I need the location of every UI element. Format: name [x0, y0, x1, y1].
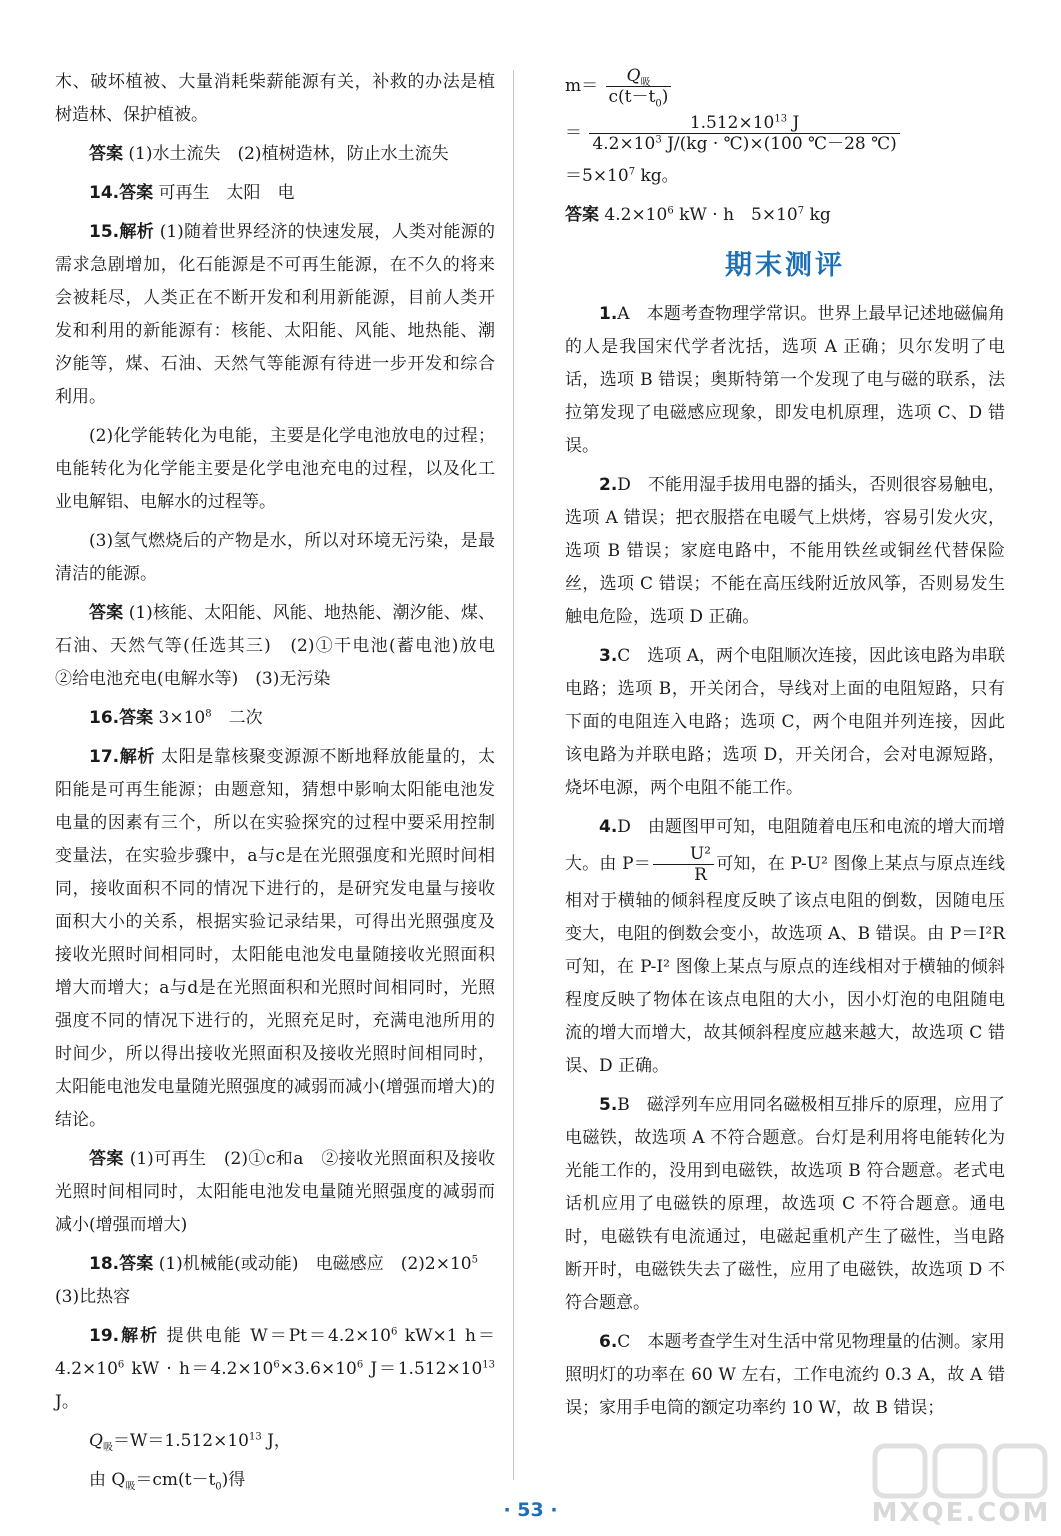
answer-text: 4.2×10 [604, 205, 668, 225]
answer-text: C 本题考查学生对生活中常见物理量的估测。家用照明灯的功率在 60 W 左右，工作电流约 0.3 A，故 A 错误；家用手电筒的额定功率约 10 W，故 B 错误； [565, 1332, 1005, 1418]
answer-17 [55, 1143, 495, 1242]
fraction-denominator: R [694, 865, 707, 885]
analysis-label: 解析 [119, 222, 154, 242]
fraction-numerator [589, 113, 899, 134]
fraction-numerator [606, 66, 672, 87]
subscript: 0 [655, 98, 662, 110]
question-16 [55, 702, 495, 735]
formula-text: kg。 [635, 166, 679, 186]
question-number: 19. [89, 1326, 120, 1346]
answer-text: 可再生 太阳 电 [158, 183, 295, 203]
question-number: 17. [89, 747, 120, 767]
answer-text: 可知，在 P-U² 图像上某点与原点连线相对于横轴的倾斜程度反映了该点电阻的倒数，因随电压变大，电阻的倒数会变小，故选项 A、B 错误。由 P＝I²R 可知，在 P-I² 图像上某点与原点的连线相对于横轴的倾斜程度反映了物体在该点电阻的大小，因小灯泡的电阻随电流的增大而增大，故其倾斜程度应越来越大，故选项 C 错误、D 正确。 [565, 854, 1006, 1076]
exponent: 5 [471, 1254, 478, 1266]
formula-text: J， [261, 1431, 291, 1451]
answer-text: (1)核能、太阳能、风能、地热能、潮汐能、煤、石油、天然气等(任选其三) (2)①干电池(蓄电池)放电 ②给电池充电(电解水等) (3)无污染 [55, 603, 512, 689]
exponent: 8 [205, 708, 212, 720]
formula-text: ＝5×10 [565, 166, 629, 186]
answer-19 [565, 199, 1005, 232]
formula-text: 4.2×10 [592, 134, 656, 154]
page-number: · 53 · [503, 1499, 558, 1521]
question-number: 2. [599, 475, 618, 495]
formula-text: ＝W＝1.512×10 [112, 1431, 249, 1451]
analysis-text: (1)随着世界经济的快速发展，人类对能源的需求急剧增加，化石能源是不可再生能源，在不久的将来会被耗尽，人类正在不断开发和利用新能源，目前人类开发和利用的新能源有：核能、太阳能、风能、地热能、潮汐能等，煤、石油、天然气等能源有待进一步开发和综合利用。 [55, 222, 495, 407]
answer-text: (1)可再生 (2)①c和a ②接收光照面积及接收光照时间相同时，太阳能电池发电量随光照强度的减弱而减小(增强而增大) [55, 1149, 496, 1235]
formula-result [565, 160, 1005, 193]
exponent: 7 [628, 166, 636, 178]
formula-text: ＝ [565, 123, 582, 143]
analysis-text: 太阳是靠核聚变源源不断地释放能量的，太阳能是可再生能源；由题意知，猜想中影响太阳能电池发电量的因素有三个，所以在实验探究的过程中要采用控制变量法，在实验步骤中，a与c是在光照强度和光照时间相同，接收面积不同的情况下进行的，是研究发电量与接收面积大小的关系，根据实验记录结果，可得出光照强度及接收光照时间相同时，太阳能电池发电量随接收光照面积增大而增大；a与d是在光照面积和光照时间相同时，光照强度不同的情况下进行的，光照充足时，充满电池所用的时间少，所以得出接收光照面积及接收光照时间相同时，太阳能电池发电量随光照强度的减弱而减小(增强而增大)的结论。 [55, 747, 496, 1130]
formula-text: ×3.6×10 [279, 1359, 357, 1379]
fraction [606, 66, 672, 110]
answer-text: 3×10 [158, 708, 206, 728]
analysis-label: 解析 [119, 747, 155, 767]
formula-text: c(t－t [608, 87, 656, 107]
answer-label: 答案 [119, 708, 154, 728]
right-column [565, 66, 1005, 1431]
question-number: 1. [599, 304, 618, 324]
answer-text: kW · h 5×10 [673, 205, 798, 225]
formula-text: kW · h＝4.2×10 [124, 1359, 274, 1379]
question-15-analysis-3: (3)氢气燃烧后的产物是水，所以对环境无污染，是最清洁的能源。 [55, 531, 495, 584]
formula-text: J。 [55, 1392, 79, 1412]
subscript: 吸 [102, 1442, 113, 1454]
exponent: 13 [774, 113, 788, 125]
question-2 [565, 469, 1005, 634]
formula-symbol: Q [626, 66, 641, 86]
question-number: 16. [89, 708, 120, 728]
exponent: 6 [356, 1359, 364, 1371]
answer-text: B 磁浮列车应用同名磁极相互排斥的原理，应用了电磁铁，故选项 A 不符合题意。台灯是利用将电能转化为光能工作的，没用到电磁铁，故选项 B 符合题意。老式电话机应用了电磁铁的原理，故选项 C 不符合题意。通电时，电磁铁有电流通过，电磁起重机产生了磁性，当电路断开时，电磁铁失去了磁性，应用了电磁铁，故选项 D 不符合题意。 [565, 1095, 1005, 1313]
question-number: 14. [89, 183, 120, 203]
fraction-numerator: U² [653, 844, 714, 865]
formula-mass [565, 66, 1005, 110]
formula-text: J＝1.512×10 [363, 1359, 483, 1379]
answer-text: (1)机械能(或动能) 电磁感应 (2)2×10 [158, 1254, 472, 1274]
question-3 [565, 640, 1005, 805]
left-column [55, 66, 512, 1503]
question-1 [565, 298, 1005, 463]
exponent: 6 [117, 1359, 125, 1371]
answer-label: 答案 [89, 144, 123, 164]
subscript: 吸 [125, 1481, 136, 1493]
answer-label: 答案 [89, 603, 124, 623]
formula-text: ＝cm(t－t [135, 1470, 216, 1490]
fraction [589, 113, 899, 154]
formula-symbol: Q [89, 1431, 103, 1451]
question-15-analysis [55, 216, 495, 414]
answer-text: A 本题考查物理学常识。世界上最早记述地磁偏角的人是我国宋代学者沈括，选项 A 正确；贝尔发明了电话，选项 B 错误；奥斯特第一个发现了电与磁的联系，法拉第发现了电磁感应现象，即发电机原理，选项 C、D 错误。 [565, 304, 1005, 456]
fraction [653, 844, 714, 885]
watermark-text: MXQE.COM [871, 1498, 1051, 1528]
exponent: 6 [273, 1359, 280, 1371]
question-6 [565, 1326, 1005, 1425]
answer-15 [55, 597, 512, 696]
answer-13 [55, 138, 495, 171]
question-18 [55, 1248, 495, 1314]
answer-text: (1)水土流失 (2)植树造林，防止水土流失 [128, 144, 449, 164]
fraction-denominator [589, 134, 899, 154]
exponent: 6 [667, 205, 674, 217]
subscript: 吸 [640, 77, 651, 89]
question-number: 15. [89, 222, 120, 242]
question-5 [565, 1089, 1005, 1320]
watermark-logo [871, 1442, 1051, 1530]
watermark-icon [871, 1442, 1051, 1502]
answer-text: 二次 [211, 708, 263, 728]
answer-text: C 选项 A，两个电阻顺次连接，因此该电路为串联电路；选项 B，开关闭合，导线对上面的电阻短路，只有下面的电阻连入电路；选项 C，两个电阻并列连接，因此该电路为并联电路；选项 D，开关闭合，会对电源短路，烧坏电源，两个电阻不能工作。 [565, 646, 1005, 798]
question-15-analysis-2: (2)化学能转化为电能，主要是化学电池放电的过程；电能转化为化学能主要是化学电池充电的过程，以及化工业电解铝、电解水的过程等。 [55, 426, 495, 512]
formula-text: )得 [221, 1470, 246, 1490]
answer-text: (3)比热容 [55, 1254, 496, 1307]
question-number: 18. [89, 1254, 120, 1274]
question-17-analysis [55, 741, 495, 1137]
formula-text: 1.512×10 [689, 113, 775, 133]
question-number: 3. [599, 646, 618, 666]
formula-text: 提供电能 W＝Pt＝4.2×10 [166, 1326, 391, 1346]
question-14 [55, 177, 495, 210]
question-19-analysis [55, 1320, 495, 1419]
fraction-denominator [606, 87, 672, 110]
answer-label: 答案 [565, 205, 599, 225]
question-number: 5. [599, 1095, 618, 1115]
formula-text: m＝ [565, 76, 599, 96]
exponent: 7 [797, 205, 805, 217]
subscript: 0 [215, 1481, 222, 1493]
exponent: 13 [248, 1431, 262, 1443]
formula-text: 由 Q [89, 1470, 126, 1490]
answer-text: D 不能用湿手拔用电器的插头，否则很容易触电，选项 A 错误；把衣服搭在电暖气上烘烤，容易引发火灾，选项 B 错误；家庭电路中，不能用铁丝或铜丝代替保险丝，选项 C 错误；不能在高压线附近放风筝，否则易发生触电危险，选项 D 正确。 [565, 475, 1005, 627]
formula-substitution [565, 113, 1005, 154]
formula-text: kW×1 h＝4.2×10 [55, 1326, 496, 1379]
answer-text: D 由题图甲可知，电阻随着电压和电流的增大而增大。由 P＝ [565, 817, 1005, 874]
exponent: 3 [655, 134, 662, 146]
formula-text: J/(kg · ℃)×(100 ℃－28 ℃) [661, 134, 897, 154]
formula-line [55, 1464, 495, 1497]
analysis-label: 解析 [119, 1326, 160, 1346]
paragraph-continuation: 木、破坏植被、大量消耗柴薪能源有关，补救的办法是植树造林、保护植被。 [55, 72, 495, 125]
question-number: 4. [599, 817, 618, 837]
formula-text: J [787, 113, 800, 133]
answer-label: 答案 [89, 1149, 124, 1169]
answer-label: 答案 [119, 183, 154, 203]
section-title: 期末测评 [725, 250, 845, 281]
exponent: 13 [482, 1359, 495, 1371]
question-number: 6. [599, 1332, 618, 1352]
column-divider [513, 70, 514, 1480]
formula-text: ) [661, 87, 669, 107]
answer-label: 答案 [119, 1254, 154, 1274]
answer-text: kg [804, 205, 831, 225]
question-4 [565, 811, 1005, 1083]
formula-line [55, 1425, 495, 1458]
exponent: 6 [390, 1326, 398, 1338]
